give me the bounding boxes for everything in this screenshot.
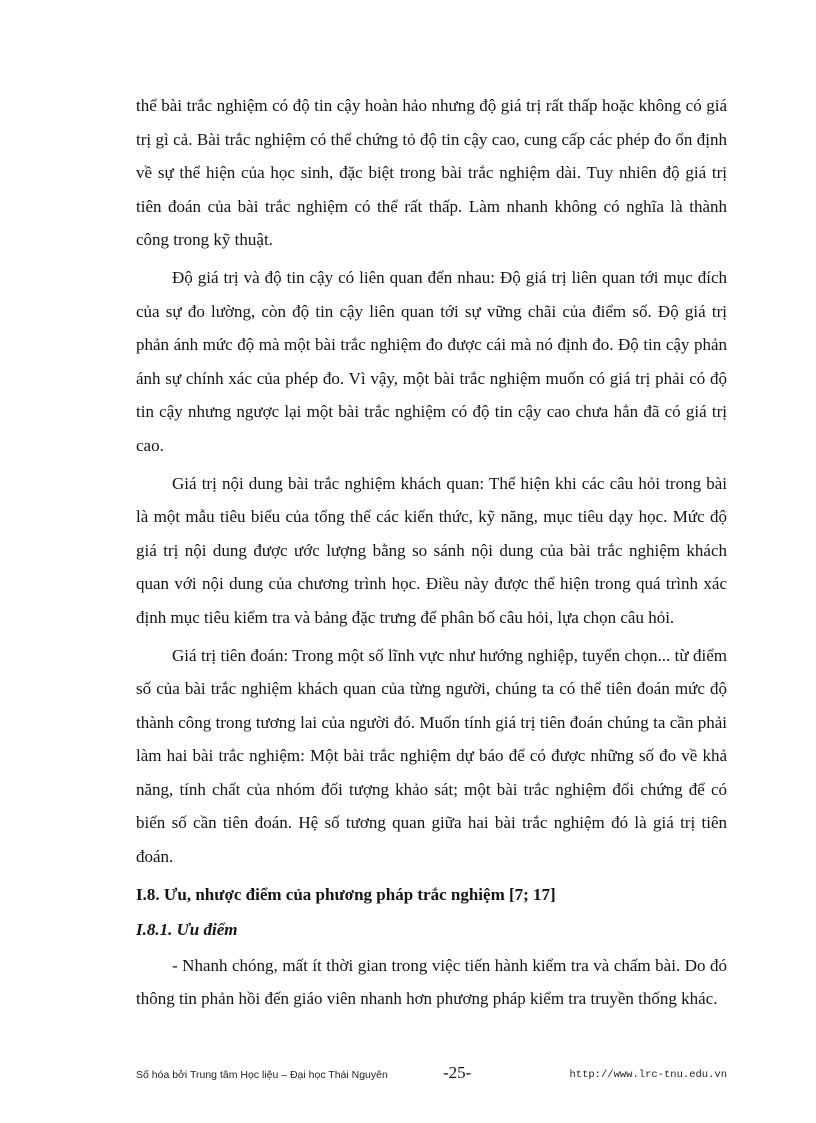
body-paragraph: Giá trị nội dung bài trắc nghiệm khách quan: Thể hiện khi các câu hỏi trong bài là một mẫu tiêu biểu của tổng thể các kiến thức, kỹ năng, mục tiêu dạy học. Mức độ giá trị nội dung được ước lượng bằng so sánh nội dung của bài trắc nghiệm khách quan với nội dung của chương trình học. Điều này được thể hiện trong quá trình xác định mục tiêu kiểm tra và bảng đặc trưng để phân bố câu hỏi, lựa chọn câu hỏi. — [136, 473, 727, 627]
body-paragraph: Độ giá trị và độ tin cậy có liên quan đến nhau: Độ giá trị liên quan tới mục đích của sự đo lường, còn độ tin cậy liên quan tới sự vững chãi của điểm số. Độ giá trị phản ánh mức độ mà một bài trắc nghiệm đo được cái mà nó định đo. Độ tin cậy phản ánh sự chính xác của phép đo. Vì vậy, một bài trắc nghiệm muốn có giá trị phải có độ tin cậy nhưng ngược lại một bài trắc nghiệm có độ tin cậy cao chưa hẳn đã có giá trị cao. — [136, 267, 727, 455]
page-number: -25- — [443, 1063, 472, 1082]
body-paragraph: - Nhanh chóng, mất ít thời gian trong việc tiến hành kiểm tra và chấm bài. Do đó thông tin phản hồi đến giáo viên nhanh hơn phương pháp kiểm tra truyền thống khác. — [136, 955, 727, 1009]
page-footer — [136, 1063, 727, 1089]
body-paragraph: Giá trị tiên đoán: Trong một số lĩnh vực như hướng nghiệp, tuyển chọn... từ điểm số của bài trắc nghiệm khách quan của từng người, chúng ta có thể tiên đoán mức độ thành công trong tương lai của người đó. Muốn tính giá trị tiên đoán chúng ta cần phải làm hai bài trắc nghiệm: Một bài trắc nghiệm dự báo để có được những số đo về khả năng, tính chất của nhóm đối tượng khảo sát; một bài trắc nghiệm đối chứng để có biến số cần tiên đoán. Hệ số tương quan giữa hai bài trắc nghiệm đó là giá trị tiên đoán. — [136, 645, 727, 867]
page-body — [136, 89, 727, 1020]
footer-url: http://www.lrc-tnu.edu.vn — [569, 1069, 727, 1081]
subsection-heading: I.8.1. Ưu điểm — [136, 920, 238, 940]
footer-source-text: Số hóa bởi Trung tâm Học liệu – Đại học Thái Nguyên — [136, 1069, 388, 1081]
section-heading: I.8. Ưu, nhược điểm của phương pháp trắc nghiệm [7; 17] — [136, 884, 556, 904]
body-paragraph: thể bài trắc nghiệm có độ tin cậy hoàn hảo nhưng độ giá trị rất thấp hoặc không có giá trị gì cả. Bài trắc nghiệm có thể chứng tỏ độ tin cậy cao, cung cấp các phép đo ổn định về sự thể hiện của học sinh, đặc biệt trong bài trắc nghiệm dài. Tuy nhiên độ giá trị tiên đoán của bài trắc nghiệm có thể rất thấp. Làm nhanh không có nghĩa là thành công trong kỹ thuật. — [136, 96, 727, 250]
